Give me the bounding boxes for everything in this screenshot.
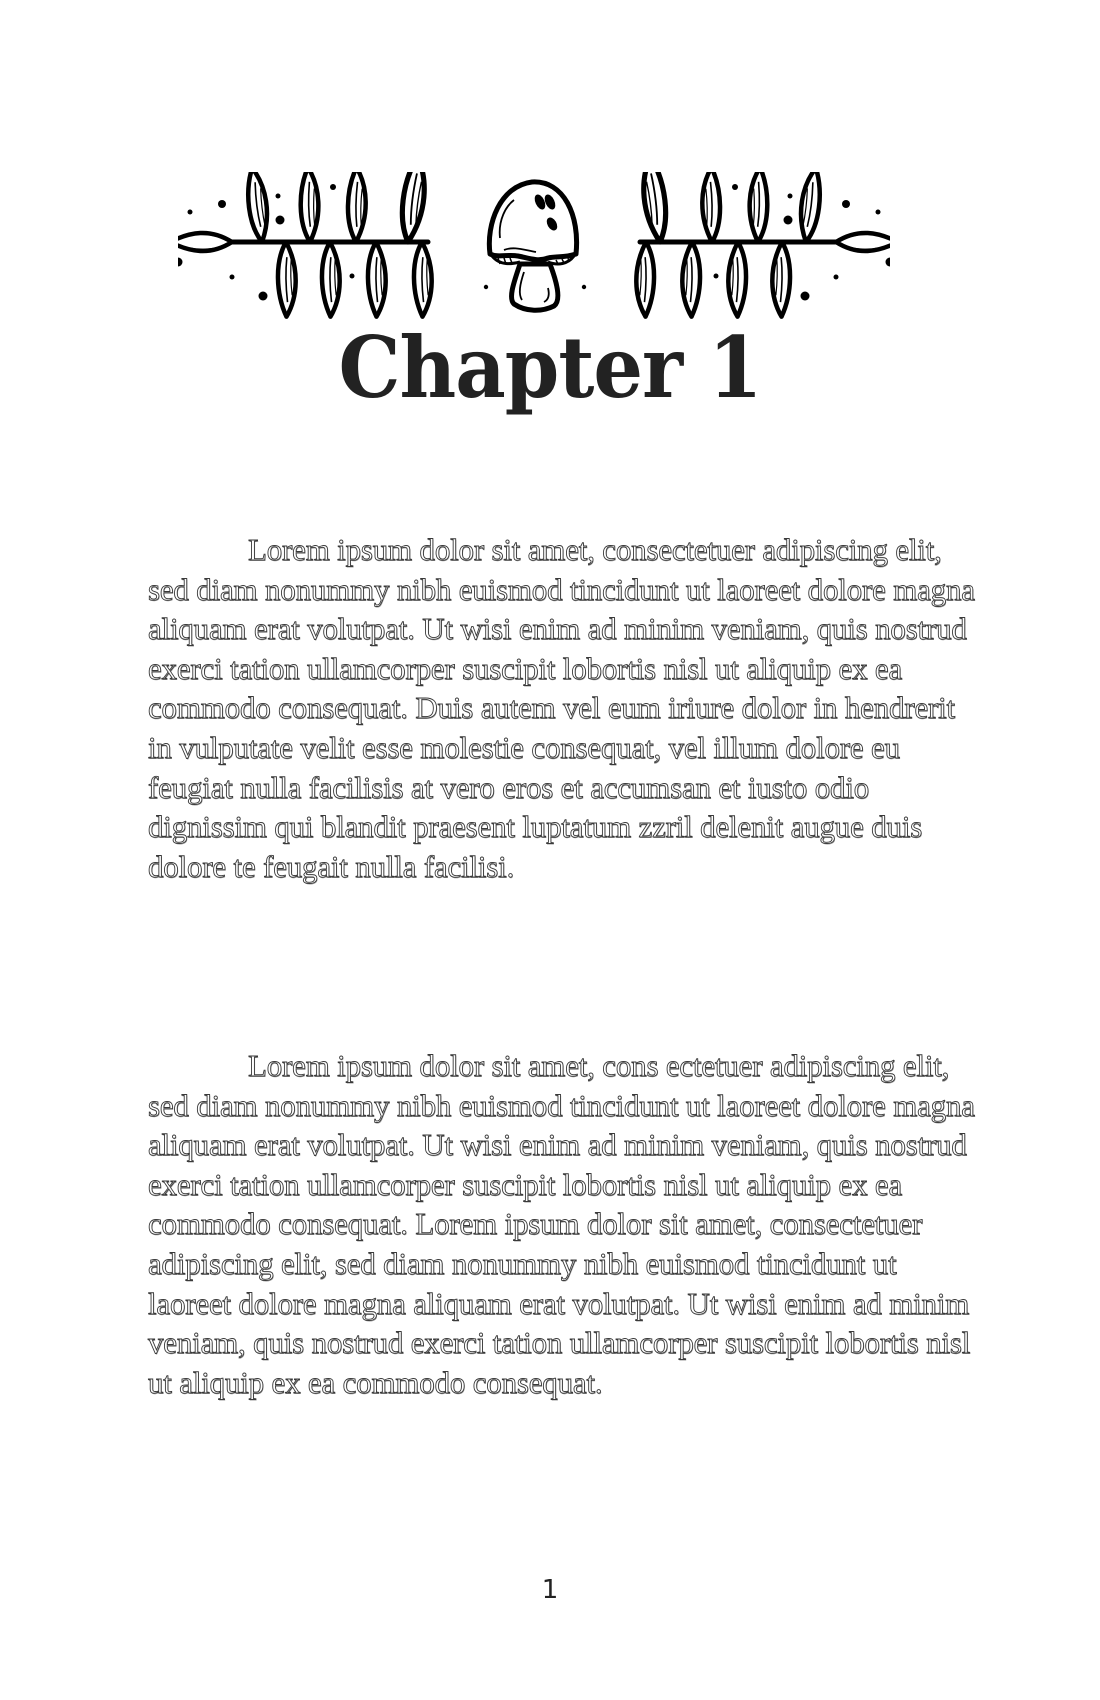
right-leaf-branch-icon bbox=[621, 172, 890, 317]
mushroom-icon bbox=[484, 182, 586, 310]
mushroom-ornament-icon bbox=[178, 172, 890, 332]
left-leaf-branch-icon bbox=[178, 172, 447, 317]
body-paragraph-2: Lorem ipsum dolor sit amet, cons ectetuer adipiscing elit, sed diam nonummy nibh euismod tincidunt ut laoreet dolore magna aliquam erat volutpat. Ut wisi enim ad minim veniam, quis nostrud exerci tation ullamcorper suscipit lobortis nisl ut aliquip ex ea commodo consequat. Lorem ipsum dolor sit amet, consectetuer adipiscing elit, sed diam nonummy nibh euismod tincidunt ut laoreet dolore magna aliquam erat volutpat. Ut wisi enim ad minim veniam, quis nostrud exerci tation ullamcorper suscipit lobortis nisl ut aliquip ex ea commodo consequat. bbox=[148, 1048, 975, 1400]
page-number: 1 bbox=[541, 1575, 559, 1605]
chapter-title: Chapter 1 bbox=[338, 319, 762, 418]
body-paragraph-1: Lorem ipsum dolor sit amet, consectetuer adipiscing elit, sed diam nonummy nibh euismod tincidunt ut laoreet dolore magna aliquam erat volutpat. Ut wisi enim ad minim veniam, quis nostrud exerci tation ullamcorper suscipit lobortis nisl ut aliquip ex ea commodo consequat. Duis autem vel eum iriure dolor in hendrerit in vulputate velit esse molestie consequat, vel illum dolore eu feugiat nulla facilisis at vero eros et accumsan et iusto odio dignissim qui blandit praesent luptatum zzril delenit augue duis dolore te feugait nulla facilisi. bbox=[148, 532, 975, 884]
